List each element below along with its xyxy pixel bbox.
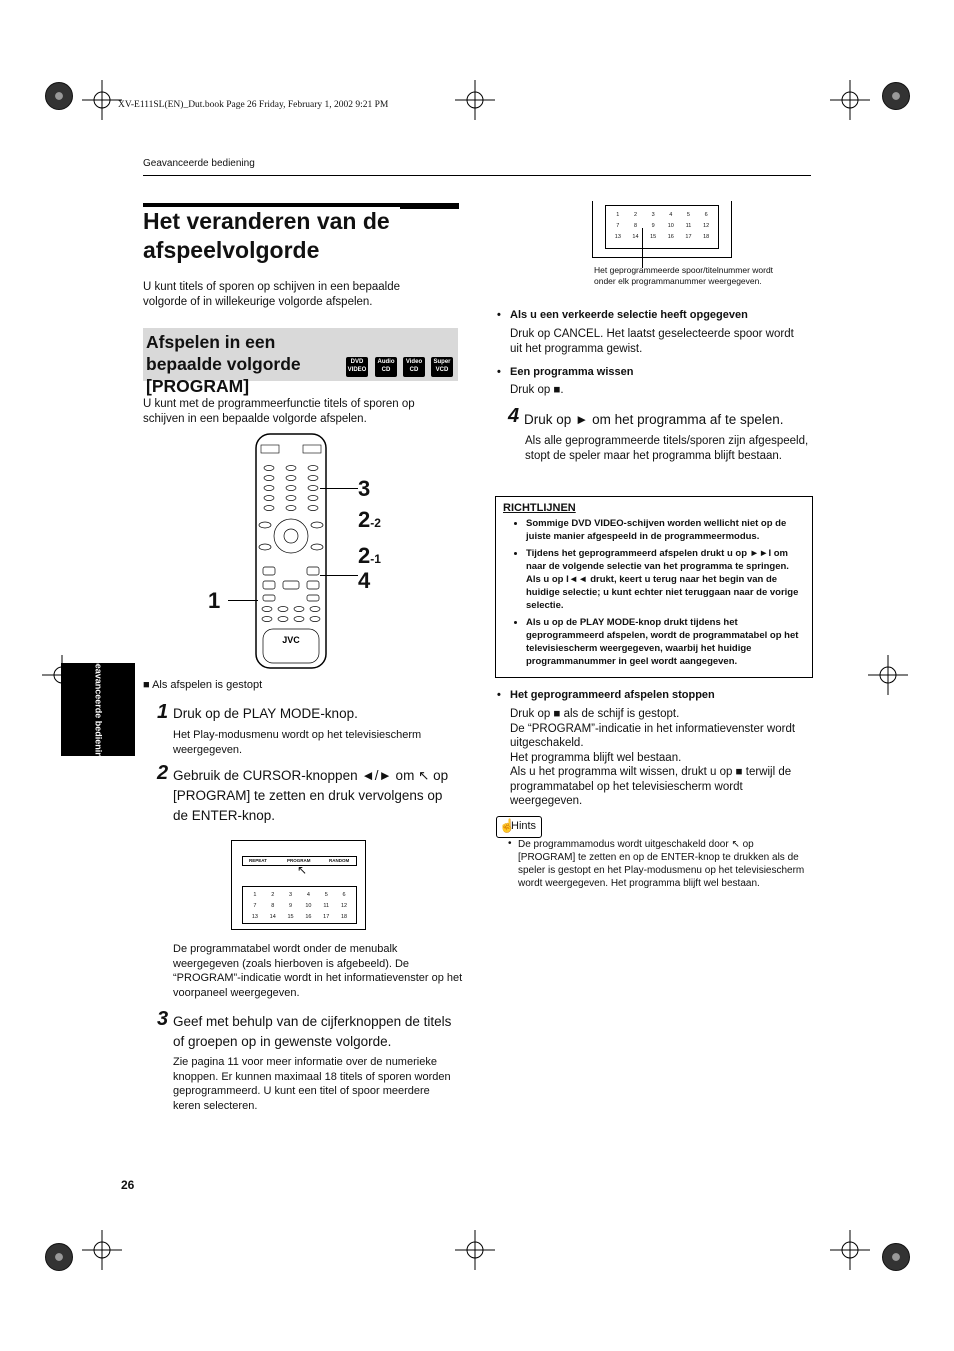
stop-program-line: Het programma blijft wel bestaan. — [510, 751, 682, 764]
page-title: Het veranderen van de afspeelvolgorde — [143, 208, 390, 263]
program-screen-top — [592, 201, 732, 258]
hints-text: De programmamodus wordt uitgeschakeld door ↖ op [PROGRAM] te zetten en op de ENTER-knop te drukken als de speler is gestopt en het Play-modusmenu op het televisiescherm wordt weergegeven. Het programma blijft wel bestaan. — [518, 839, 805, 889]
section-title: Afspelen in een bepaalde volgorde [PROGRAM] — [146, 332, 301, 396]
hints-bullet: • — [508, 838, 512, 849]
stop-program-bullet: • — [497, 689, 501, 701]
stop-program-body — [510, 707, 810, 809]
step-3-body: Zie pagina 11 voor meer informatie over de numerieke knoppen. Er kunnen maximaal 18 titels of sporen worden geprogrammeerd. U kunt een titel of spoor meerdere keren selecteren. — [173, 1056, 451, 1112]
step-1-heading: Druk op de PLAY MODE-knop. — [173, 706, 358, 721]
hints-badge — [496, 816, 542, 838]
crosshair-icon — [82, 80, 122, 120]
program-table-top: 1 2 3 4 5 6 7 8 9 10 11 12 13 14 15 16 17 18 — [605, 205, 719, 249]
top-screen-caption: Het geprogrammeerde spoor/titelnummer wordt onder elk programmanummer weergegeven. — [594, 265, 774, 286]
guidelines-box — [495, 496, 813, 678]
stop-program-line: De “PROGRAM”-indicatie in het informatievenster wordt uitgeschakeld. — [510, 722, 796, 749]
section-intro: U kunt met de programmeerfunctie titels of sporen op schijven in een bepaalde volgorde afspelen. — [143, 398, 415, 425]
clear-program-bullet: • — [497, 366, 501, 378]
guidelines-title: RICHTLIJNEN — [503, 502, 576, 514]
file-header: XV-E111SL(EN)_Dut.book Page 26 Friday, February 1, 2002 9:21 PM — [118, 100, 389, 110]
callout-2-2: 2-2 — [358, 507, 381, 532]
caption-pointer — [642, 228, 643, 268]
callout-1: 1 — [208, 588, 221, 613]
callout-4: 4 — [358, 568, 371, 593]
menu-repeat: REPEAT — [249, 858, 267, 863]
wrong-selection-heading: Als u een verkeerde selectie heeft opgegeven — [510, 309, 748, 321]
intro-text: U kunt titels of sporen op schijven in een bepaalde volgorde of in willekeurige volgorde afspelen. — [143, 281, 400, 308]
callout-line — [228, 600, 258, 601]
stop-program-line: Als u het programma wilt wissen, drukt u op ■ terwijl de programmatabel op het televisiescherm wordt weergegeven. — [510, 766, 792, 807]
section-header — [143, 328, 458, 396]
crosshair-icon — [455, 80, 495, 120]
side-tab — [61, 656, 135, 763]
badge-video-cd: Video CD — [403, 357, 425, 377]
crosshair-icon — [830, 80, 870, 120]
menu-random: RANDOM — [329, 858, 350, 863]
stop-program-heading: Het geprogrammeerd afspelen stoppen — [510, 689, 715, 701]
hints-label: Hints — [511, 820, 537, 832]
step-2-body: De programmatabel wordt onder de menubalk weergegeven (zoals hierboven is afgebeeld). De “PROGRAM”-indicatie wordt in het informatievenster op het voorpaneel weergegeven. — [173, 943, 463, 999]
step-3-number: 3 — [157, 1008, 169, 1030]
clear-program-heading: Een programma wissen — [510, 366, 634, 378]
step-4-number: 4 — [508, 405, 520, 427]
play-mode-screen — [231, 840, 366, 930]
badge-audio-cd: Audio CD — [375, 357, 397, 377]
registration-disc — [45, 1243, 73, 1271]
callout-line — [320, 488, 358, 489]
callout-2-1: 2-1 — [358, 543, 381, 568]
step-4-body: Als alle geprogrammeerde titels/sporen zijn afgespeeld, stopt de speler maar het programma blijft bestaan. — [525, 435, 809, 462]
cursor-icon: ↖ — [297, 863, 308, 877]
page-number: 26 — [121, 1178, 135, 1192]
running-head: Geavanceerde bediening — [143, 158, 255, 169]
wrong-selection-body: Druk op CANCEL. Het laatst geselecteerde spoor wordt uit het programma gewist. — [510, 328, 794, 355]
guideline-item: • Sommige DVD VIDEO-schijven worden wellicht niet op de juiste manier afgespeeld in de programmeermodus. — [526, 517, 804, 543]
crosshair-icon — [868, 655, 908, 695]
menu-program: PROGRAM — [287, 858, 311, 863]
step-1-number: 1 — [157, 701, 169, 723]
badge-dvd-video: DVD VIDEO — [346, 357, 368, 377]
guideline-item: • Tijdens het geprogrammeerd afspelen drukt u op ►►I om naar de volgende selectie van het programma te springen. Als u op I◄◄ drukt, keert u terug naar het begin van de huidige selectie; u kunt echter niet teruggaan naar de vorige selectie. — [526, 547, 804, 612]
registration-disc — [882, 1243, 910, 1271]
wrong-selection-bullet: • — [497, 309, 501, 321]
callout-line — [320, 575, 358, 576]
stop-program-line: Druk op ■ als de schijf is gestopt. — [510, 708, 680, 720]
step-4-heading: Druk op ► om het programma af te spelen. — [524, 412, 784, 427]
remote-brand-logo: JVC — [282, 635, 300, 645]
guideline-item: • Als u op de PLAY MODE-knop drukt tijdens het geprogrammeerd afspelen, wordt de programmatabel op het televisiescherm weergegeven, waarbij het huidige programmanummer in geel wordt aangegeven. — [526, 616, 804, 668]
header-rule — [143, 175, 811, 176]
crosshair-icon — [830, 1230, 870, 1270]
program-table: 1 2 3 4 5 6 7 8 9 10 11 12 13 14 15 16 17 18 — [242, 886, 357, 924]
crosshair-icon — [455, 1230, 495, 1270]
clear-program-body: Druk op ■. — [510, 384, 564, 396]
callout-3: 3 — [358, 476, 371, 501]
step-2-heading: Gebruik de CURSOR-knoppen ◄/► om ↖ op [PROGRAM] te zetten en druk vervolgens op de ENTER-knop. — [173, 768, 449, 823]
crosshair-icon — [82, 1230, 122, 1270]
step-3-heading: Geef met behulp van de cijferknoppen de titels of groepen op in gewenste volgorde. — [173, 1014, 452, 1049]
registration-disc — [45, 82, 73, 110]
registration-disc — [882, 82, 910, 110]
side-tab-label: Geavanceerde bediening — [93, 656, 104, 763]
badge-super-vcd: Super VCD — [431, 357, 453, 377]
step-1-body: Het Play-modusmenu wordt op het televisiescherm weergegeven. — [173, 729, 422, 756]
hand-icon: ☝ — [499, 818, 516, 833]
remote-control-illustration — [255, 433, 327, 669]
step-2-number: 2 — [157, 762, 169, 784]
stopped-note: ■ Als afspelen is gestopt — [143, 679, 263, 691]
